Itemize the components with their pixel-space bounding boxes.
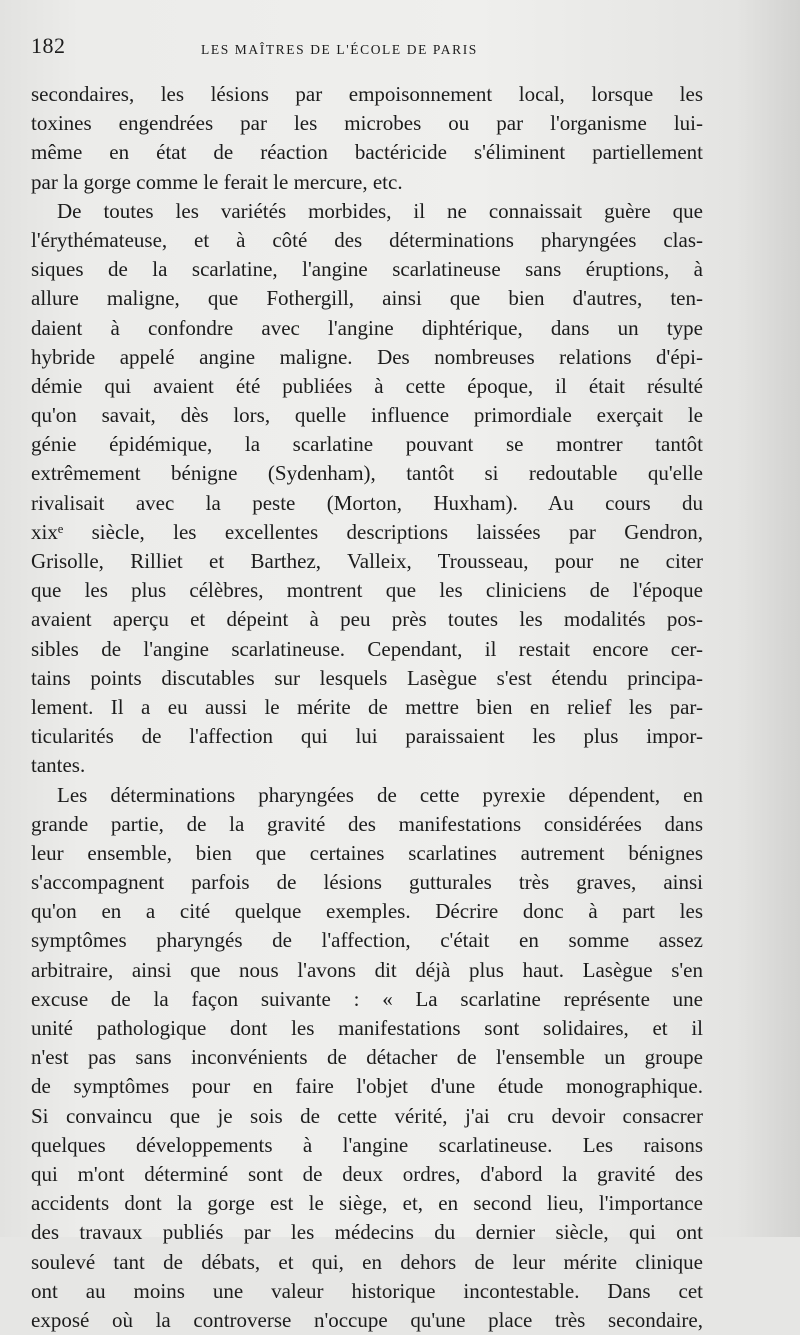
text-line: arbitraire, ainsi que nous l'avons dit déjà plus haut. Lasègue s'en	[31, 957, 703, 982]
text-line: siques de la scarlatine, l'angine scarlatineuse sans éruptions, à	[31, 257, 703, 282]
text-line: Les déterminations pharyngées de cette pyrexie dépendent, en	[57, 782, 703, 807]
text-line: Si convaincu que je sois de cette vérité, j'ai cru devoir consacrer	[31, 1103, 703, 1128]
text-line: secondaires, les lésions par empoisonnement local, lorsque les	[31, 82, 703, 106]
text-line: toxines engendrées par les microbes ou par l'organisme lui-	[31, 111, 703, 136]
text-line: rivalisait avec la peste (Morton, Huxham). Au cours du	[31, 490, 703, 515]
text-line: unité pathologique dont les manifestations sont solidaires, et il	[31, 1016, 703, 1040]
text-line: même en état de réaction bactéricide s'éliminent partiellement	[31, 140, 703, 165]
text-line: tains points discutables sur lesquels Lasègue s'est étendu principa-	[31, 665, 703, 690]
page-header	[31, 33, 701, 63]
text-line: génie épidémique, la scarlatine pouvant se montrer tantôt	[31, 432, 703, 457]
text-line: tantes.	[31, 753, 86, 778]
text-line: de symptômes pour en faire l'objet d'une étude monographique.	[31, 1074, 703, 1099]
text-line: des travaux publiés par les médecins du dernier siècle, qui ont	[31, 1220, 703, 1245]
text-line: s'accompagnent parfois de lésions gutturales très graves, ainsi	[31, 870, 703, 895]
text-line: avaient aperçu et dépeint à peu près toutes les modalités pos-	[31, 607, 703, 632]
text-line: ont au moins une valeur historique incontestable. Dans cet	[31, 1278, 703, 1303]
text-line: n'est pas sans inconvénients de détacher de l'ensemble un groupe	[31, 1045, 703, 1070]
text-line: par la gorge comme le ferait le mercure, etc.	[31, 169, 403, 194]
text-line: allure maligne, que Fothergill, ainsi que bien d'autres, ten-	[31, 286, 703, 311]
running-title: LES MAÎTRES DE L'ÉCOLE DE PARIS	[201, 42, 478, 57]
text-line: exposé où la controverse n'occupe qu'une place très secondaire,	[31, 1307, 703, 1332]
text-line: daient à confondre avec l'angine diphtérique, dans un type	[31, 315, 703, 340]
text-line: qu'on savait, dès lors, quelle influence primordiale exerçait le	[31, 403, 703, 428]
text-line: l'érythémateuse, et à côté des déterminations pharyngées clas-	[31, 227, 703, 252]
text-line: Grisolle, Rilliet et Barthez, Valleix, Trousseau, pour ne citer	[31, 549, 703, 573]
text-line: extrêmement bénigne (Sydenham), tantôt si redoutable qu'elle	[31, 461, 703, 486]
text-line: xixᵉ siècle, les excellentes descriptions laissées par Gendron,	[31, 519, 703, 544]
body-text	[31, 80, 703, 1335]
text-line: excuse de la façon suivante : « La scarlatine représente une	[31, 986, 703, 1011]
text-line: symptômes pharyngés de l'affection, c'était en somme assez	[31, 928, 703, 953]
text-line: démie qui avaient été publiées à cette époque, il était résulté	[31, 373, 703, 398]
text-line: leur ensemble, bien que certaines scarlatines autrement bénignes	[31, 840, 703, 865]
text-line: soulevé tant de débats, et qui, en dehors de leur mérite clinique	[31, 1249, 703, 1274]
text-line: que les plus célèbres, montrent que les cliniciens de l'époque	[31, 578, 703, 603]
page-number: 182	[31, 33, 66, 58]
text-line: accidents dont la gorge est le siège, et, en second lieu, l'importance	[31, 1191, 703, 1216]
text-line: qu'on en a cité quelque exemples. Décrire donc à part les	[31, 899, 703, 924]
text-line: grande partie, de la gravité des manifestations considérées dans	[31, 811, 703, 836]
text-line: sibles de l'angine scarlatineuse. Cependant, il restait encore cer-	[31, 636, 703, 661]
text-line: quelques développements à l'angine scarlatineuse. Les raisons	[31, 1132, 703, 1157]
text-line: lement. Il a eu aussi le mérite de mettre bien en relief les par-	[31, 694, 703, 719]
text-line: De toutes les variétés morbides, il ne connaissait guère que	[57, 198, 703, 223]
text-line: hybride appelé angine maligne. Des nombreuses relations d'épi-	[31, 344, 703, 369]
text-line: ticularités de l'affection qui lui paraissaient les plus impor-	[31, 724, 703, 749]
text-line: qui m'ont déterminé sont de deux ordres, d'abord la gravité des	[31, 1161, 703, 1186]
